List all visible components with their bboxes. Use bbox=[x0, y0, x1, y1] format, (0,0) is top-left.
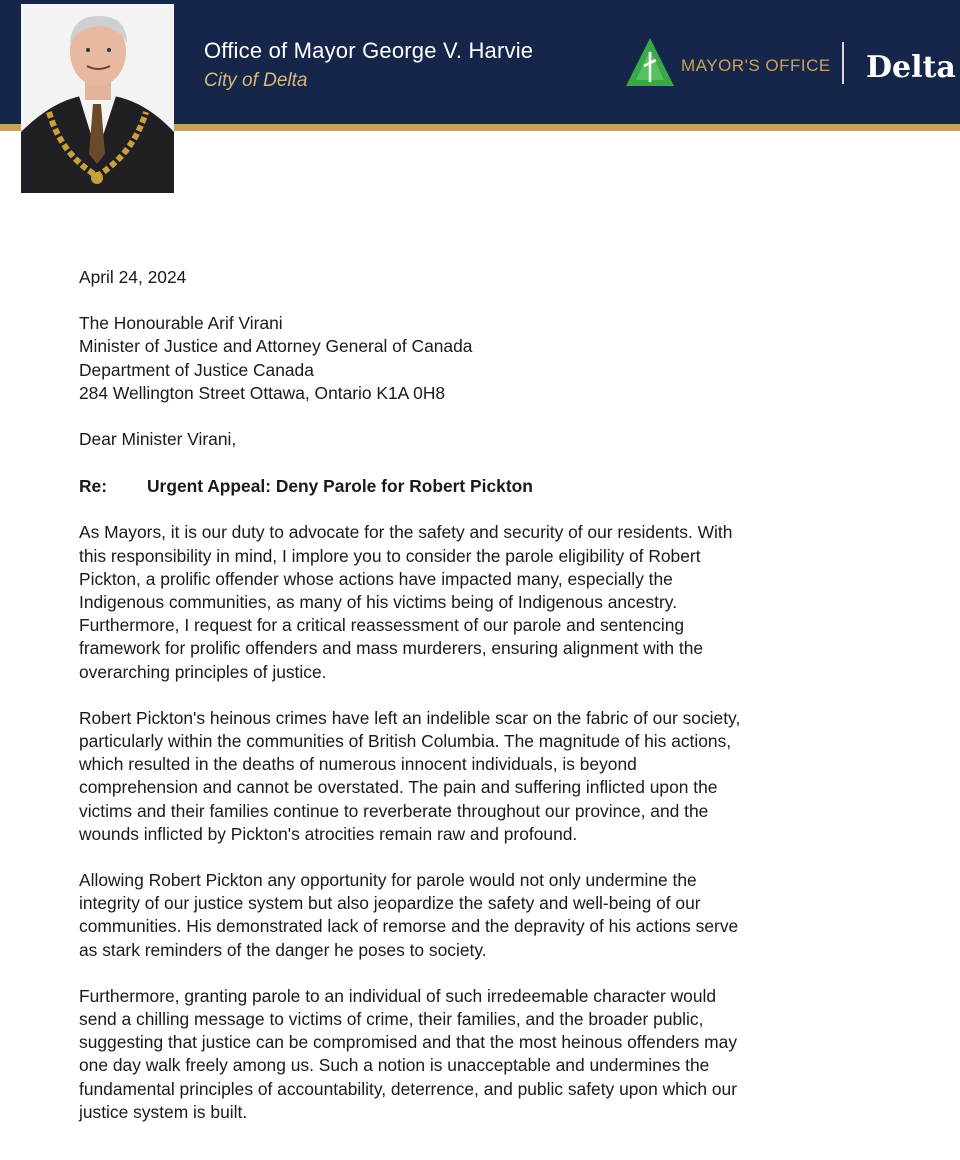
recipient-line: The Honourable Arif Virani bbox=[79, 313, 283, 334]
body-paragraph bbox=[79, 985, 939, 1124]
mayors-office-label: MAYOR'S OFFICE bbox=[681, 56, 831, 75]
paragraph-line: communities. His demonstrated lack of remorse and the depravity of his actions serve bbox=[79, 916, 739, 937]
delta-logo: Delta bbox=[866, 50, 956, 85]
mayor-photo bbox=[21, 4, 174, 193]
recipient-line: Minister of Justice and Attorney General of Canada bbox=[79, 336, 473, 357]
paragraph-line: integrity of our justice system but also jeopardize the safety and well-being of our bbox=[79, 893, 701, 914]
recipient-address bbox=[79, 312, 939, 405]
subject-label: Re: bbox=[79, 476, 108, 497]
paragraph-line: Furthermore, I request for a critical reassessment of our parole and sentencing bbox=[79, 615, 685, 636]
paragraph-line: as stark reminders of the danger he poses to society. bbox=[79, 939, 487, 960]
letter-body bbox=[79, 266, 939, 1147]
paragraph-line: particularly within the communities of British Columbia. The magnitude of his actions, bbox=[79, 731, 732, 752]
recipient-line: 284 Wellington Street Ottawa, Ontario K1A 0H8 bbox=[79, 382, 446, 403]
paragraph-line: wounds inflicted by Pickton's atrocities remain raw and profound. bbox=[79, 823, 578, 844]
logo-divider bbox=[842, 42, 844, 84]
city-subtitle: City of Delta bbox=[204, 70, 308, 91]
body-paragraph bbox=[79, 869, 939, 962]
body-paragraph bbox=[79, 707, 939, 846]
paragraph-line: which resulted in the deaths of numerous innocent individuals, is beyond bbox=[79, 754, 637, 775]
paragraph-line: fundamental principles of accountability, deterrence, and public safety upon which our bbox=[79, 1078, 738, 1099]
mayors-office-logo-icon bbox=[624, 36, 676, 88]
salutation: Dear Minister Virani, bbox=[79, 429, 237, 450]
paragraph-line: this responsibility in mind, I implore you to consider the parole eligibility of Robert bbox=[79, 545, 701, 566]
paragraph-line: victims and their families continue to reverberate throughout our province, and the bbox=[79, 800, 709, 821]
paragraph-line: Pickton, a prolific offender whose actions have impacted many, especially the bbox=[79, 568, 673, 589]
paragraph-line: As Mayors, it is our duty to advocate for the safety and security of our residents. With bbox=[79, 522, 733, 543]
paragraph-line: justice system is built. bbox=[79, 1101, 248, 1122]
paragraph-line: Indigenous communities, as many of his victims being of Indigenous ancestry. bbox=[79, 592, 678, 613]
recipient-line: Department of Justice Canada bbox=[79, 359, 314, 380]
subject-line bbox=[79, 475, 939, 498]
body-paragraph bbox=[79, 521, 939, 683]
subject-text: Urgent Appeal: Deny Parole for Robert Pickton bbox=[147, 476, 533, 497]
paragraph-line: overarching principles of justice. bbox=[79, 661, 327, 682]
paragraph-line: Allowing Robert Pickton any opportunity for parole would not only undermine the bbox=[79, 870, 697, 891]
paragraph-line: comprehension and cannot be overstated. The pain and suffering inflicted upon the bbox=[79, 777, 718, 798]
paragraph-line: Furthermore, granting parole to an individual of such irredeemable character would bbox=[79, 985, 717, 1006]
mayor-portrait-icon bbox=[21, 4, 174, 193]
office-title: Office of Mayor George V. Harvie bbox=[204, 38, 534, 63]
paragraph-line: send a chilling message to victims of crime, their families, and the broader public, bbox=[79, 1009, 704, 1030]
paragraph-line: one day walk freely among us. Such a notion is unacceptable and undermines the bbox=[79, 1055, 710, 1076]
paragraph-line: suggesting that justice can be compromised and that the most heinous offenders may bbox=[79, 1032, 738, 1053]
letter-date: April 24, 2024 bbox=[79, 267, 187, 287]
paragraph-line: Robert Pickton's heinous crimes have left an indelible scar on the fabric of our society, bbox=[79, 707, 741, 728]
paragraph-line: framework for prolific offenders and mass murderers, ensuring alignment with the bbox=[79, 638, 704, 659]
